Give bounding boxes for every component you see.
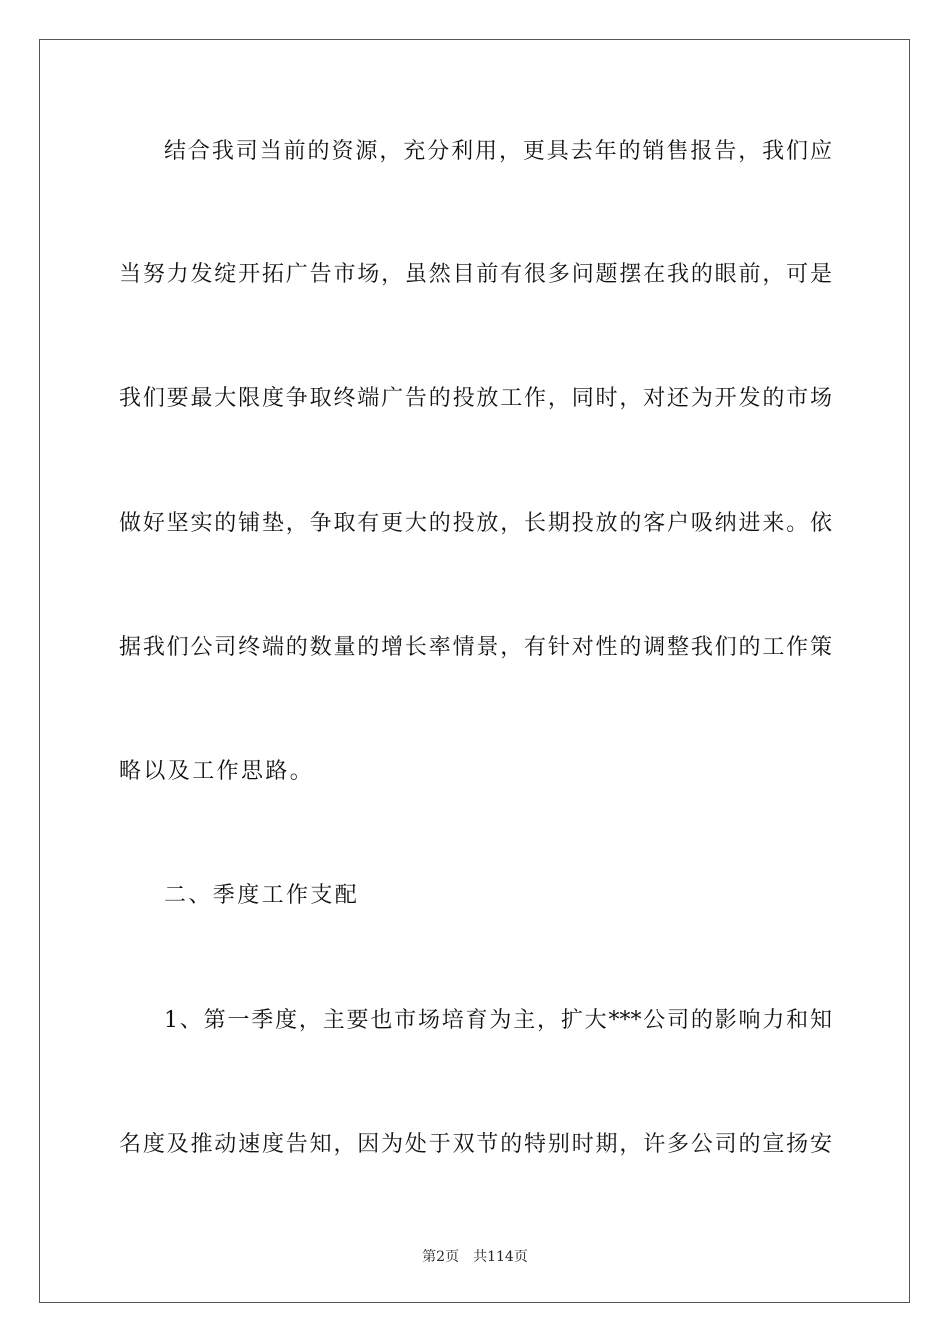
paragraph-line: 我们要最大限度争取终端广告的投放工作，同时，对还为开发的市场 [119,386,832,411]
page-number: 第2页 [422,1249,460,1265]
paragraph-line: 据我们公司终端的数量的增长率情景，有针对性的调整我们的工作策 [119,635,832,660]
paragraph-line: 名度及推动速度告知，因为处于双节的特别时期，许多公司的宣扬安 [119,1132,832,1157]
paragraph-line: 结合我司当前的资源，充分利用，更具去年的销售报告，我们应 [164,139,832,164]
paragraph-line: 1、第一季度，主要也市场培育为主，扩大***公司的影响力和知 [164,1008,832,1033]
page-footer [0,1248,950,1266]
paragraph-line: 做好坚实的铺垫，争取有更大的投放，长期投放的客户吸纳进来。依 [119,511,832,536]
page-border [39,39,910,1303]
paragraph-line: 当努力发绽开拓广告市场，虽然目前有很多问题摆在我的眼前，可是 [119,262,832,287]
section-heading: 二、季度工作支配 [164,883,360,908]
paragraph-line: 略以及工作思路。 [119,759,315,784]
page-total: 共114页 [473,1249,528,1265]
